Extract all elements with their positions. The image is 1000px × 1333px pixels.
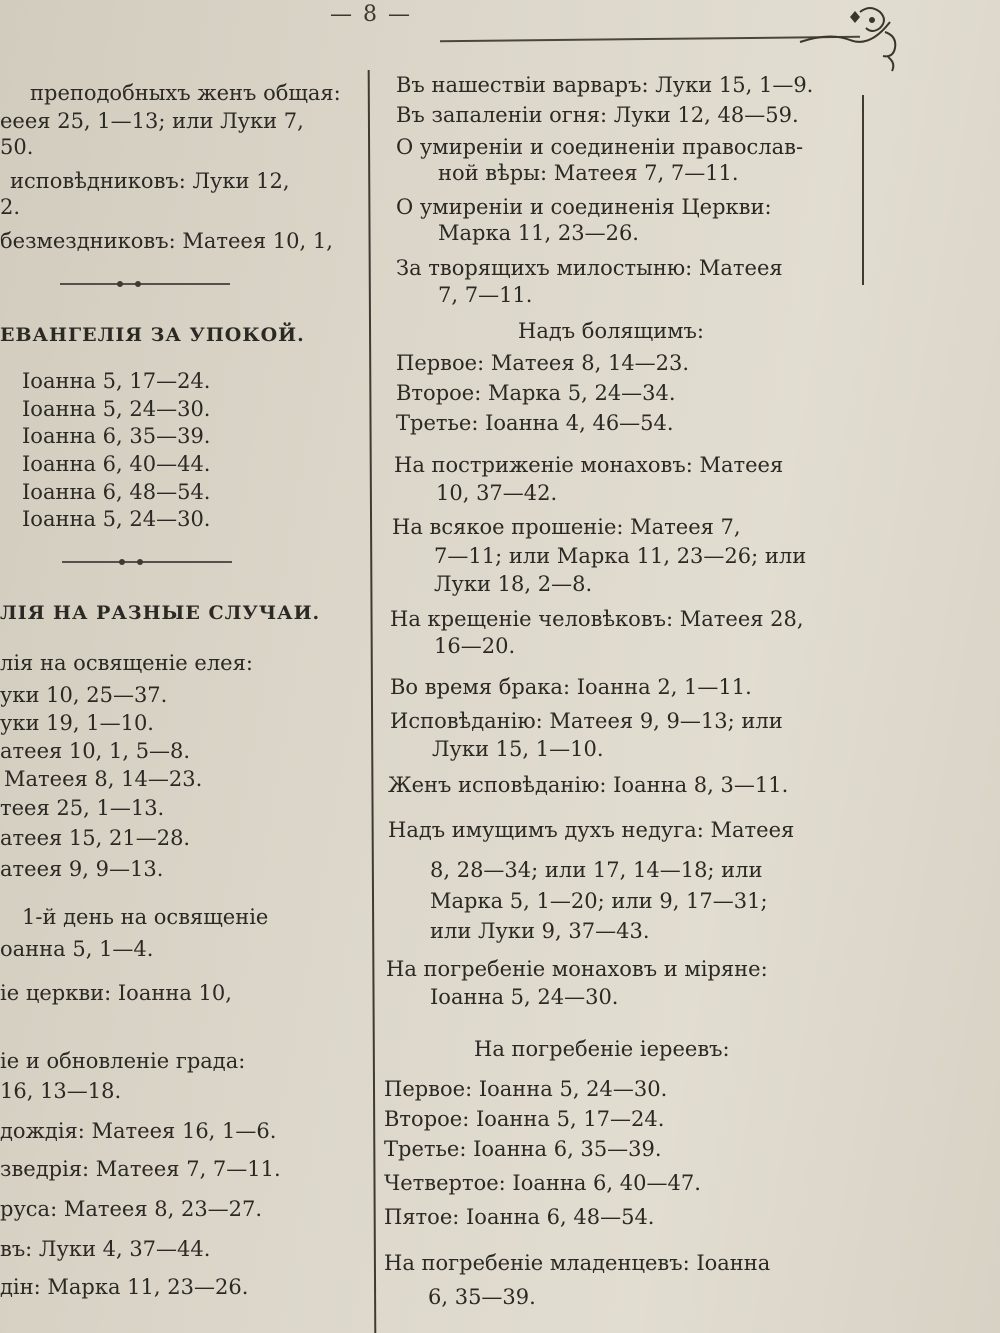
text-line: въ: Луки 4, 37—44. <box>0 1237 211 1261</box>
text-line: 6, 35—39. <box>428 1285 536 1309</box>
text-line: преподобныхъ женъ общая: <box>30 81 341 105</box>
text-line: 7—11; или Марка 11, 23—26; или <box>434 544 807 568</box>
text-line: 1-й день на освященіе <box>22 905 269 929</box>
rule-dot <box>135 281 141 287</box>
page-number: — 8 — <box>330 2 412 27</box>
text-line: Первое: Іоанна 5, 24—30. <box>384 1077 668 1101</box>
text-line: 8, 28—34; или 17, 14—18; или <box>430 858 763 882</box>
text-line: исповѣдниковъ: Луки 12, <box>10 169 290 193</box>
text-line: дождія: Матеея 16, 1—6. <box>0 1119 277 1143</box>
text-line: дін: Марка 11, 23—26. <box>0 1275 249 1299</box>
section-rule <box>60 283 230 285</box>
text-line: 50. <box>0 135 34 159</box>
text-line: атеея 10, 1, 5—8. <box>0 739 191 763</box>
section-heading: ЛІЯ НА РАЗНЫЕ СЛУЧАИ. <box>0 602 321 624</box>
text-line: уки 19, 1—10. <box>0 711 154 735</box>
text-line: 16, 13—18. <box>0 1079 122 1103</box>
text-line: Въ запаленіи огня: Луки 12, 48—59. <box>396 103 799 127</box>
text-line: Марка 5, 1—20; или 9, 17—31; <box>430 889 768 913</box>
text-line: безмездниковъ: Матеея 10, 1, <box>0 229 333 253</box>
text-line: О умиреніи и соединенія Церкви: <box>396 195 772 219</box>
text-line: Іоанна 5, 24—30. <box>22 507 211 531</box>
text-line: 7, 7—11. <box>438 283 533 307</box>
text-line: іе и обновленіе града: <box>0 1049 246 1073</box>
text-line: Іоанна 5, 24—30. <box>430 985 619 1009</box>
text-line: іе церкви: Іоанна 10, <box>0 981 232 1005</box>
text-line: На постриженіе монаховъ: Матеея <box>394 453 784 477</box>
text-line: Второе: Марка 5, 24—34. <box>396 381 676 405</box>
text-line: уки 10, 25—37. <box>0 683 168 707</box>
text-line: Четвертое: Іоанна 6, 40—47. <box>384 1171 701 1195</box>
rule-dot <box>119 559 125 565</box>
column-divider <box>368 70 377 1333</box>
text-line: Исповѣданію: Матеея 9, 9—13; или <box>390 709 783 733</box>
text-line: 2. <box>0 195 21 219</box>
text-line: теея 25, 1—13. <box>0 796 165 820</box>
text-line: Второе: Іоанна 5, 17—24. <box>384 1107 665 1131</box>
right-margin-rule <box>862 95 864 285</box>
text-line: Женъ исповѣданію: Іоанна 8, 3—11. <box>388 773 789 797</box>
rule-dot <box>117 281 123 287</box>
text-line: или Луки 9, 37—43. <box>430 919 650 943</box>
text-line: На погребеніе монаховъ и міряне: <box>386 957 768 981</box>
text-line: атеея 9, 9—13. <box>0 857 164 881</box>
corner-ornament-icon <box>790 2 910 82</box>
text-line: Матеея 8, 14—23. <box>4 767 203 791</box>
rule-dot <box>137 559 143 565</box>
text-line: Третье: Іоанна 4, 46—54. <box>396 411 674 435</box>
text-line: Первое: Матеея 8, 14—23. <box>396 351 690 375</box>
text-line: Іоанна 6, 40—44. <box>22 452 211 476</box>
text-line: 10, 37—42. <box>436 481 558 505</box>
text-line: атеея 15, 21—28. <box>0 826 191 850</box>
text-line: На крещеніе человѣковъ: Матеея 28, <box>390 607 804 631</box>
subheading: На погребеніе іереевъ: <box>474 1037 730 1061</box>
text-line: На погребеніе младенцевъ: Іоанна <box>384 1251 771 1275</box>
text-line: Іоанна 5, 24—30. <box>22 397 211 421</box>
text-line: Надъ имущимъ духъ недуга: Матеея <box>388 818 795 842</box>
section-rule <box>62 561 232 563</box>
text-line: руса: Матеея 8, 23—27. <box>0 1197 263 1221</box>
text-line: На всякое прошеніе: Матеея 7, <box>392 515 741 539</box>
text-line: оанна 5, 1—4. <box>0 937 154 961</box>
text-line: Марка 11, 23—26. <box>438 221 639 245</box>
text-line: Третье: Іоанна 6, 35—39. <box>384 1137 662 1161</box>
text-line: лія на освященіе елея: <box>0 651 253 675</box>
text-line: Луки 18, 2—8. <box>434 572 593 596</box>
text-line: зведрія: Матеея 7, 7—11. <box>0 1157 281 1181</box>
text-line: 16—20. <box>434 634 516 658</box>
text-line: Въ нашествіи варваръ: Луки 15, 1—9. <box>396 73 814 97</box>
text-line: Пятое: Іоанна 6, 48—54. <box>384 1205 655 1229</box>
text-line: Іоанна 5, 17—24. <box>22 369 211 393</box>
text-line: Іоанна 6, 48—54. <box>22 480 211 504</box>
section-heading: ЕВАНГЕЛІЯ ЗА УПОКОЙ. <box>0 324 305 346</box>
text-line: ной вѣры: Матеея 7, 7—11. <box>438 161 739 185</box>
text-line: Во время брака: Іоанна 2, 1—11. <box>390 675 752 699</box>
text-line: ееея 25, 1—13; или Луки 7, <box>0 109 304 133</box>
subheading: Надъ болящимъ: <box>518 319 704 343</box>
text-line: Іоанна 6, 35—39. <box>22 424 211 448</box>
text-line: О умиреніи и соединеніи православ- <box>396 135 804 159</box>
text-line: За творящихъ милостыню: Матеея <box>396 256 783 280</box>
text-line: Луки 15, 1—10. <box>432 737 604 761</box>
